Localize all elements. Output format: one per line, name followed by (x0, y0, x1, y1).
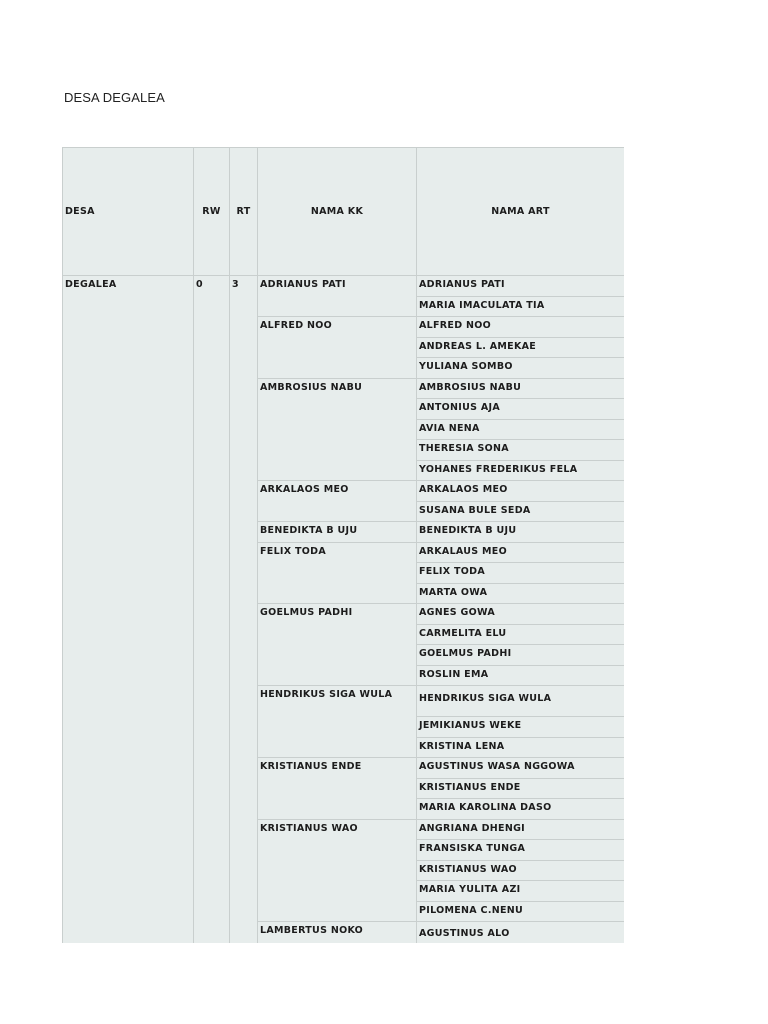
header-rt: RT (230, 148, 258, 276)
cell-nama-kk: ARKALAOS MEO (258, 481, 417, 522)
cell-nama-art: THERESIA SONA (417, 440, 625, 461)
cell-nama-art: SUSANA BULE SEDA (417, 501, 625, 522)
cell-nama-art: BENEDIKTA B UJU (417, 522, 625, 543)
cell-nama-kk: ADRIANUS PATI (258, 276, 417, 317)
cell-nama-art: ANGRIANA DHENGI (417, 819, 625, 840)
table-body (63, 276, 625, 944)
cell-nama-art: ADRIANUS PATI (417, 276, 625, 297)
cell-nama-art: GOELMUS PADHI (417, 645, 625, 666)
cell-nama-art: JEMIKIANUS WEKE (417, 717, 625, 738)
cell-nama-art: AVIA NENA (417, 419, 625, 440)
cell-nama-art: ALFRED NOO (417, 317, 625, 338)
cell-nama-art: YOHANES FREDERIKUS FELA (417, 460, 625, 481)
cell-nama-art: FRANSISKA TUNGA (417, 840, 625, 861)
table-row (63, 276, 625, 297)
cell-nama-art: CARMELITA ELU (417, 624, 625, 645)
household-table-container (62, 147, 624, 943)
page-title: DESA DEGALEA (64, 90, 165, 105)
cell-nama-art: ARKALAUS MEO (417, 542, 625, 563)
cell-nama-kk: KRISTIANUS WAO (258, 819, 417, 922)
header-row (63, 148, 625, 276)
cell-nama-art: FELIX TODA (417, 563, 625, 584)
cell-nama-art: AGUSTINUS WASA NGGOWA (417, 758, 625, 779)
header-rw: RW (194, 148, 230, 276)
cell-nama-art: KRISTIANUS WAO (417, 860, 625, 881)
header-desa: DESA (63, 148, 194, 276)
household-table (62, 147, 624, 943)
cell-nama-kk: FELIX TODA (258, 542, 417, 604)
cell-nama-kk: ALFRED NOO (258, 317, 417, 379)
cell-nama-art: MARIA KAROLINA DASO (417, 799, 625, 820)
cell-nama-art: ARKALAOS MEO (417, 481, 625, 502)
cell-rt: 3 (230, 276, 258, 944)
cell-nama-art: KRISTIANUS ENDE (417, 778, 625, 799)
header-nama-kk: NAMA KK (258, 148, 417, 276)
cell-nama-kk: HENDRIKUS SIGA WULA (258, 686, 417, 758)
cell-rw: 0 (194, 276, 230, 944)
cell-nama-art: MARIA YULITA AZI (417, 881, 625, 902)
cell-nama-art: AMBROSIUS NABU (417, 378, 625, 399)
cell-nama-art: PILOMENA C.NENU (417, 901, 625, 922)
header-nama-art: NAMA ART (417, 148, 625, 276)
cell-nama-art: MARTA OWA (417, 583, 625, 604)
cell-nama-art: KRISTINA LENA (417, 737, 625, 758)
cell-nama-kk: BENEDIKTA B UJU (258, 522, 417, 543)
cell-nama-kk: AMBROSIUS NABU (258, 378, 417, 481)
cell-nama-art: ANDREAS L. AMEKAE (417, 337, 625, 358)
cell-nama-kk: LAMBERTUS NOKO (258, 922, 417, 944)
cell-nama-art: YULIANA SOMBO (417, 358, 625, 379)
cell-nama-kk: GOELMUS PADHI (258, 604, 417, 686)
cell-nama-kk: KRISTIANUS ENDE (258, 758, 417, 820)
cell-nama-art: AGUSTINUS ALO (417, 922, 625, 944)
cell-nama-art: HENDRIKUS SIGA WULA (417, 686, 625, 717)
cell-nama-art: ROSLIN EMA (417, 665, 625, 686)
cell-nama-art: AGNES GOWA (417, 604, 625, 625)
cell-desa: DEGALEA (63, 276, 194, 944)
cell-nama-art: ANTONIUS AJA (417, 399, 625, 420)
cell-nama-art: MARIA IMACULATA TIA (417, 296, 625, 317)
